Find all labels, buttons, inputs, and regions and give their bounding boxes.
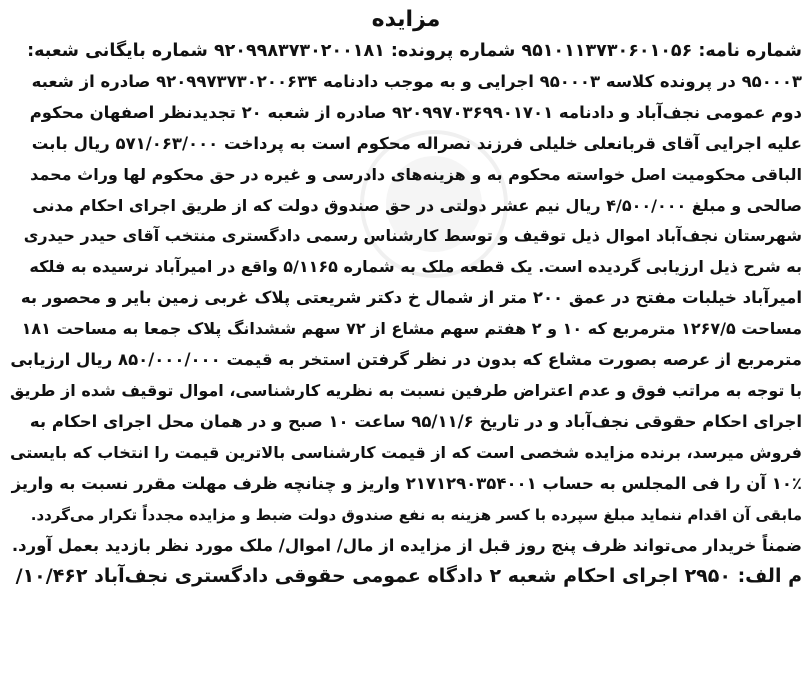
notice-line: با توجه به مراتب فوق و عدم اعتراض طرفین نسبت به نظریه کارشناسی، اموال توقیف شده از طریق xyxy=(10,380,802,400)
notice-line: شماره نامه: ۹۵۱۰۱۱۳۷۳۰۶۰۱۰۵۶ شماره پرونده: ۹۲۰۹۹۸۳۷۳۰۲۰۰۱۸۱ شماره بایگانی شعبه: xyxy=(27,41,802,61)
notice-line: م الف: ۲۹۵۰ اجرای احکام شعبه ۲ دادگاه عمومی حقوقی دادگستری نجف‌آباد ۱۰/۴۶۲/ xyxy=(15,565,802,588)
notice-line: فروش میرسد، برنده مزایده شخصی است که از قیمت کارشناسی بالاترین قیمت را انتخاب که بایستی xyxy=(10,442,802,462)
notice-line: ضمناً خریدار می‌تواند ظرف پنج روز قبل از مزایده از مال/ اموال/ ملک مورد نظر بازدید بعمل آورد. xyxy=(11,535,802,555)
notice-line: دوم عمومی نجف‌آباد و دادنامه ۹۲۰۹۹۷۰۳۶۹۹۰۱۷۰۱ صادره از شعبه ۲۰ تجدیدنظر اصفهان محکوم xyxy=(29,102,802,122)
notice-line: ۹۵۰۰۰۳ در پرونده کلاسه ۹۵۰۰۰۳ اجرایی و به موجب دادنامه ۹۲۰۹۹۷۳۷۳۰۲۰۰۶۳۴ صادره از شعبه xyxy=(31,71,802,91)
notice-line: الباقی محکومیت اصل خواسته محکوم به و هزینه‌های دادرسی و غیره در حق محکوم لها وراث محمد xyxy=(30,164,802,184)
notice-line: مابقی آن اقدام ننماید مبلغ سپرده با کسر هزینه به نفع صندوق دولت ضبط و مزایده مجدداً تکرار می‌گردد. xyxy=(30,505,802,524)
notice-line: مترمربع از عرصه بصورت مشاع که بدون در نظر گرفتن استخر به قیمت ۸۵۰/۰۰۰/۰۰۰ ریال ارزیابی xyxy=(10,350,802,370)
notice-line: امیرآباد خیلبات مفتح در عمق ۲۰۰ متر از شمال خ دکتر شریعتی پلاک غربی زمین بایر و محصور به xyxy=(20,288,802,308)
notice-line: علیه اجرایی آقای قربانعلی خلیلی فرزند نصراله محکوم است به پرداخت ۵۷۱/۰۶۳/۰۰۰ ریال بابت xyxy=(31,133,802,153)
notice-line: شهرستان نجف‌آباد اموال ذیل توقیف و توسط کارشناس رسمی دادگستری منتخب آقای حیدر حیدری xyxy=(23,226,802,246)
notice-body xyxy=(10,36,802,592)
notice-line: اجرای احکام حقوقی نجف‌آباد و در تاریخ ۹۵/۱۱/۶ ساعت ۱۰ صبح و در همان محل اجرای احکام به xyxy=(29,411,802,431)
notice-line: ۱۰٪ آن را فی المجلس به حساب ۲۱۷۱۲۹۰۳۵۴۰۰۱ واریز و چنانچه ظرف مهلت مقرر نسبت به واریز xyxy=(11,473,802,493)
notice-title: مزایده xyxy=(371,7,441,32)
notice-line: مساحت ۱۲۶۷/۵ مترمربع که ۱۰ و ۲ هفتم سهم مشاع از ۷۲ سهم ششدانگ پلاک جمعا به مساحت ۱۸۱ xyxy=(21,319,802,339)
notice-line: به شرح ذیل ارزیابی گردیده است. یک قطعه ملک به شماره ۵/۱۱۶۵ واقع در امیرآباد نرسیده به فلکه xyxy=(29,257,802,277)
notice-line: صالحی و مبلغ ۴/۵۰۰/۰۰۰ ریال نیم عشر دولتی در حق صندوق دولت که از طریق اجرای احکام مدنی xyxy=(32,195,802,215)
